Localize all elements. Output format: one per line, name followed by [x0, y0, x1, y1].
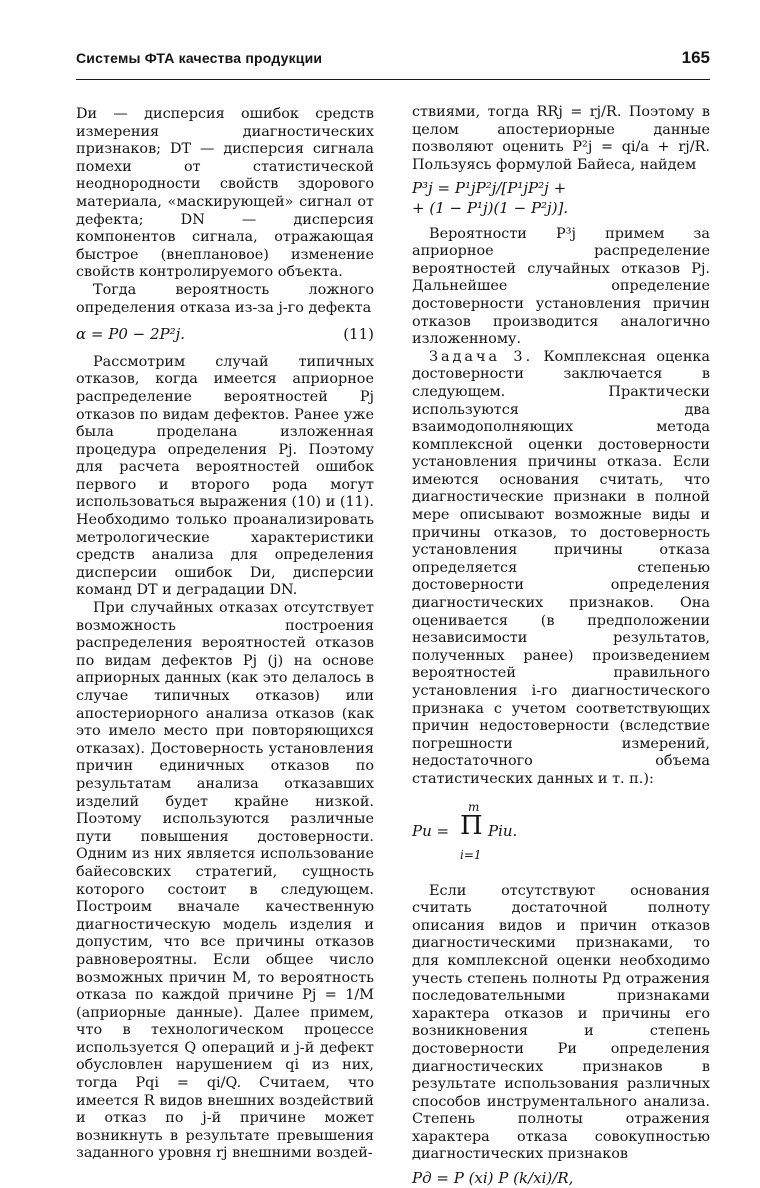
product-upper-limit: m: [468, 799, 480, 814]
paragraph-false-detection: Тогда вероятность ложного определения отказа из-за j-го дефекта: [76, 281, 374, 316]
product-lhs: Pи =: [412, 821, 450, 840]
formula-bayes-line-1: P³j = P¹jP²j/[P¹jP²j +: [412, 179, 567, 198]
running-title: Системы ФТА качества продукции: [76, 50, 323, 66]
running-header: [76, 50, 710, 72]
product-lower-limit: i=1: [460, 847, 482, 862]
paragraph-completeness: Если отсутствуют основания считать достаточной полноту описания видов и причин отказов диагностическими признаками, то для комплексной оценки необходимо учесть степень полноты Pд отражения последовательными признаками характера отказов и причины его возникновения и степень достоверности Pи определения диагностических признаков в результате использования различных способов инструментального анализа. Степень полноты отражения характера отказа совокупностью диагностических признаков: [412, 882, 710, 1163]
paragraph-continuation: ствиями, тогда RRj = rj/R. Поэтому в целом апостериорные данные позволяют оценить P²j = qi/a + rj/R. Пользуясь формулой Байеса, найдем: [412, 104, 710, 173]
product-symbol: Π: [460, 810, 483, 841]
paragraph-task-3: [412, 349, 710, 789]
task-3-body: Комплексная оценка достоверности заключается в следующем. Практически используются два взаимодополняющих метода комплексной оценки достоверности установления причины отказа. Если имеются основания считать, что диагностические признаки в полной мере описывают возможные виды и причины отказов, то достоверность установления причины отказа определяется степенью достоверности определения диагностических признаков. Она оценивается (в предположении независимости результатов, полученных ранее) произведением вероятностей правильного установления i-го диагностического признака с учетом соответствующих причин недостоверности (вследствие погрешности измерений, недостаточного объема статистических данных и т. п.):: [412, 348, 710, 787]
product-rhs: Piи.: [488, 821, 518, 840]
left-column: [76, 106, 374, 1163]
paragraph-prior-distribution: Вероятности P³j примем за априорное распределение вероятностей случайных отказов Pj. Дальнейшее определение достоверности установления причин отказов производится аналогично изложенному.: [412, 225, 710, 348]
paragraph-typical-failures: Рассмотрим случай типичных отказов, когда имеется априорное распределение вероятностей Pj отказов по видам дефектов. Ранее уже была проделана изложенная процедура определения Pj. Поэтому для расчета вероятностей ошибок первого и второго рода могут использоваться выражения (10) и (11). Необходимо только проанализировать метрологические характеристики средств анализа для определения дисперсии ошибок Dи, дисперсии команд DТ и деградации DN.: [76, 353, 374, 599]
formula-11-expression: α = P0 − 2P²j.: [76, 325, 186, 344]
formula-11-number: (11): [343, 325, 374, 344]
header-rule: [76, 79, 710, 80]
formula-bayes-line-2: + (1 − P¹j)(1 − P²j)].: [412, 198, 569, 217]
task-3-heading: Задача 3.: [429, 348, 534, 365]
paragraph-definitions: Dи — дисперсия ошибок средств измерения диагностических признаков; DТ — дисперсия сигнала помехи от статистической неоднородности свойств здорового материала, «маскирующей» сигнал от дефекта; DN — дисперсия компонентов сигнала, отражающая быстрое (внеплановое) изменение свойств контролируемого объекта.: [76, 106, 374, 281]
paragraph-random-failures: При случайных отказах отсутствует возможность построения распределения вероятностей отказов по видам дефектов Pj (j) на основе априорных данных (как это делалось в случае типичных отказов) или апостериорного анализа отказов (как это имело место при повторяющихся отказах). Достоверность установления причин единичных отказов по результатам анализа отказавших изделий будет крайне низкой. Поэтому используются различные пути повышения достоверности. Одним из них является использование байесовских стратегий, сущность которого состоит в следующем. Построим вначале качественную диагностическую модель изделия и допустим, что все причины отказов равновероятны. Если общее число возможных причин M, то вероятность отказа по каждой причине Pj = 1/M (априорные данные). Далее примем, что в технологическом процессе используется Q операций и j-й дефект обусловлен нарушением qi из них, тогда Pqi = qi/Q. Считаем, что имеется R видов внешних воздействий и отказ по j-й причине может возникнуть в результате превышения заданного уровня rj внешними воздей-: [76, 600, 374, 1162]
page-number: 165: [681, 48, 710, 67]
formula-product: [412, 799, 710, 871]
right-column: [412, 104, 710, 1188]
formula-11: [76, 326, 374, 344]
formula-completeness: Pд = P (xi) P (k/xi)/R,: [412, 1169, 574, 1188]
